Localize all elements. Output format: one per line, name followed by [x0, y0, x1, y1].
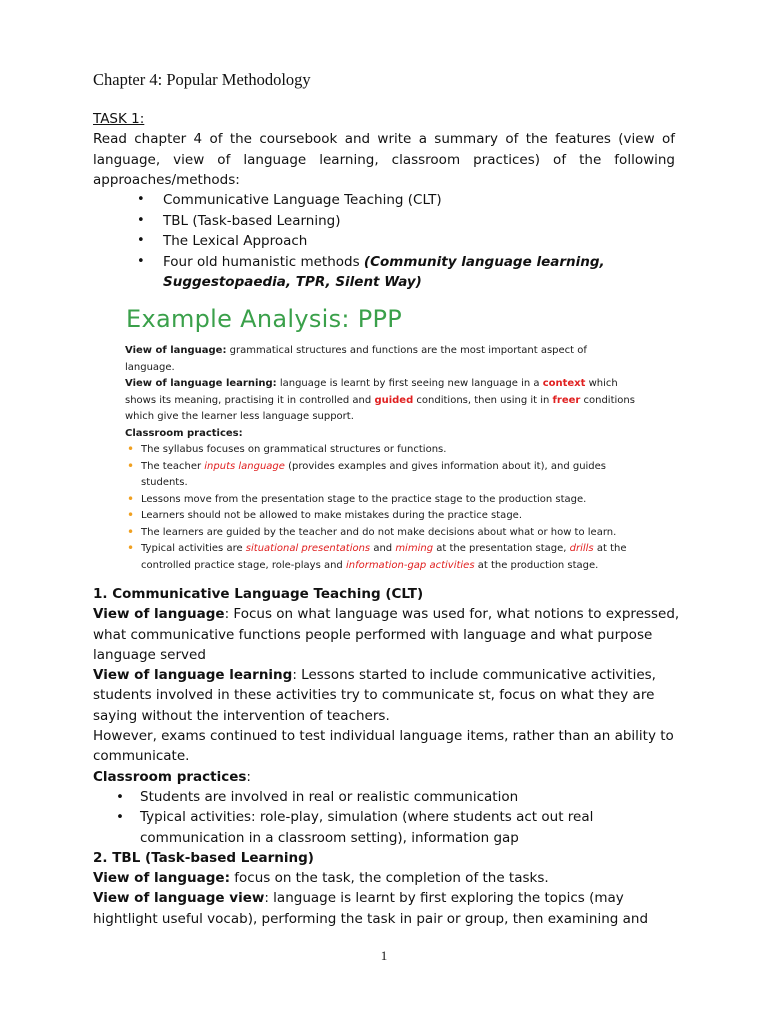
list-item: [125, 459, 635, 492]
task-intro-line: approaches/methods:: [93, 172, 240, 188]
label: View of language:: [125, 345, 227, 356]
text: at the production stage.: [474, 559, 599, 571]
practices-list: [125, 442, 635, 574]
clt-view-of-language-learning: [93, 665, 683, 726]
list-item: • The learners are guided by the teacher and do not make decisions about what or how to learn.: [125, 525, 635, 542]
label: Classroom practices: [93, 768, 247, 785]
list-item-text: Four old humanistic methods: [163, 253, 364, 270]
label: View of language learning:: [125, 378, 277, 389]
list-item: • The syllabus focuses on grammatical structures or functions.: [125, 442, 635, 459]
clt-however: However, exams continued to test individual language items, rather than an ability to communicate.: [93, 728, 674, 765]
list-item: [125, 541, 635, 574]
view-of-language-learning: [125, 376, 635, 426]
list-item: • Learners should not be allowed to make mistakes during the practice stage.: [125, 508, 635, 525]
text: : Focus on what language was used for, what notions to expressed, what communicative functions people performed with language and what purpose language served: [93, 606, 680, 663]
label: View of language: [93, 606, 225, 623]
text: conditions which give the learner less language support.: [125, 394, 635, 422]
list-item: • TBL (Task-based Learning): [163, 211, 683, 232]
classroom-practices-label: [125, 426, 635, 443]
list-item: • The Lexical Approach: [163, 231, 683, 252]
text: :: [246, 768, 251, 785]
text: The teacher: [141, 460, 205, 472]
list-item-emphasis: (Community language learning, Suggestopaedia, TPR, Silent Way): [163, 253, 605, 290]
text: (provides examples and gives information about it), and guides students.: [141, 460, 607, 488]
clt-classroom-practices: [93, 767, 683, 787]
example-analysis-box: [125, 343, 635, 574]
keyword: inputs language: [204, 460, 285, 472]
clt-view-of-language: [93, 604, 683, 665]
keyword: miming: [395, 543, 434, 554]
text: focus on the task, the completion of the tasks.: [229, 870, 549, 887]
list-item: [163, 252, 683, 293]
list-item: • Lessons move from the presentation stage to the practice stage to the production stage.: [125, 492, 635, 509]
text: at the controlled practice stage, role-plays and: [141, 543, 627, 571]
text: Typical activities are: [141, 543, 246, 554]
text: which shows its meaning, practising it in controlled and: [125, 378, 618, 406]
label: View of language view: [93, 890, 265, 907]
label: View of language:: [93, 870, 230, 887]
chapter-title: Chapter 4: Popular Methodology: [93, 70, 311, 89]
text: : Lessons started to include communicative activities, students involved in these activities try to communicate st, focus on what they are saying without the intervention of teachers.: [93, 667, 656, 724]
clt-practices-list: [93, 787, 683, 848]
main-content: [93, 584, 683, 929]
list-item: • Typical activities: role-play, simulation (where students act out real communication in a classroom setting), information gap: [140, 807, 683, 848]
tbl-view-of-language: [93, 868, 683, 888]
task-intro-line: language, view of language learning, classroom practices) of the following: [93, 151, 675, 168]
text: at the presentation stage,: [433, 543, 570, 554]
text: conditions, then using it in: [413, 394, 553, 406]
text: and: [370, 543, 396, 554]
example-title: Example Analysis: PPP: [126, 305, 403, 333]
page-number: 1: [380, 948, 388, 963]
label: Classroom practices:: [125, 427, 243, 439]
keyword: information-gap activities: [345, 559, 475, 571]
clt-heading: 1. Communicative Language Teaching (CLT): [93, 586, 424, 602]
task-label: TASK 1:: [93, 111, 145, 127]
text: language is learnt by first seeing new language in a: [276, 378, 543, 389]
methods-list: [163, 190, 683, 293]
keyword: drills: [569, 543, 594, 554]
keyword: guided: [374, 394, 414, 406]
task-intro: [93, 129, 675, 191]
keyword: context: [542, 378, 586, 389]
list-item: • Students are involved in real or realistic communication: [140, 787, 683, 807]
tbl-view-of-language-view: [93, 888, 683, 929]
task-intro-line: Read chapter 4 of the coursebook and write a summary of the features (view of: [93, 131, 675, 147]
tbl-heading: 2. TBL (Task-based Learning): [93, 849, 314, 866]
keyword: freer: [552, 394, 581, 406]
view-of-language: [125, 343, 635, 376]
list-item: • Communicative Language Teaching (CLT): [163, 190, 683, 211]
text: grammatical structures and functions are the most important aspect of language.: [125, 345, 587, 373]
label: View of language learning: [93, 667, 293, 684]
keyword: situational presentations: [245, 543, 371, 554]
text: : language is learnt by first exploring the topics (may hightlight useful vocab), performing the task in pair or group, then examining and: [93, 890, 649, 927]
